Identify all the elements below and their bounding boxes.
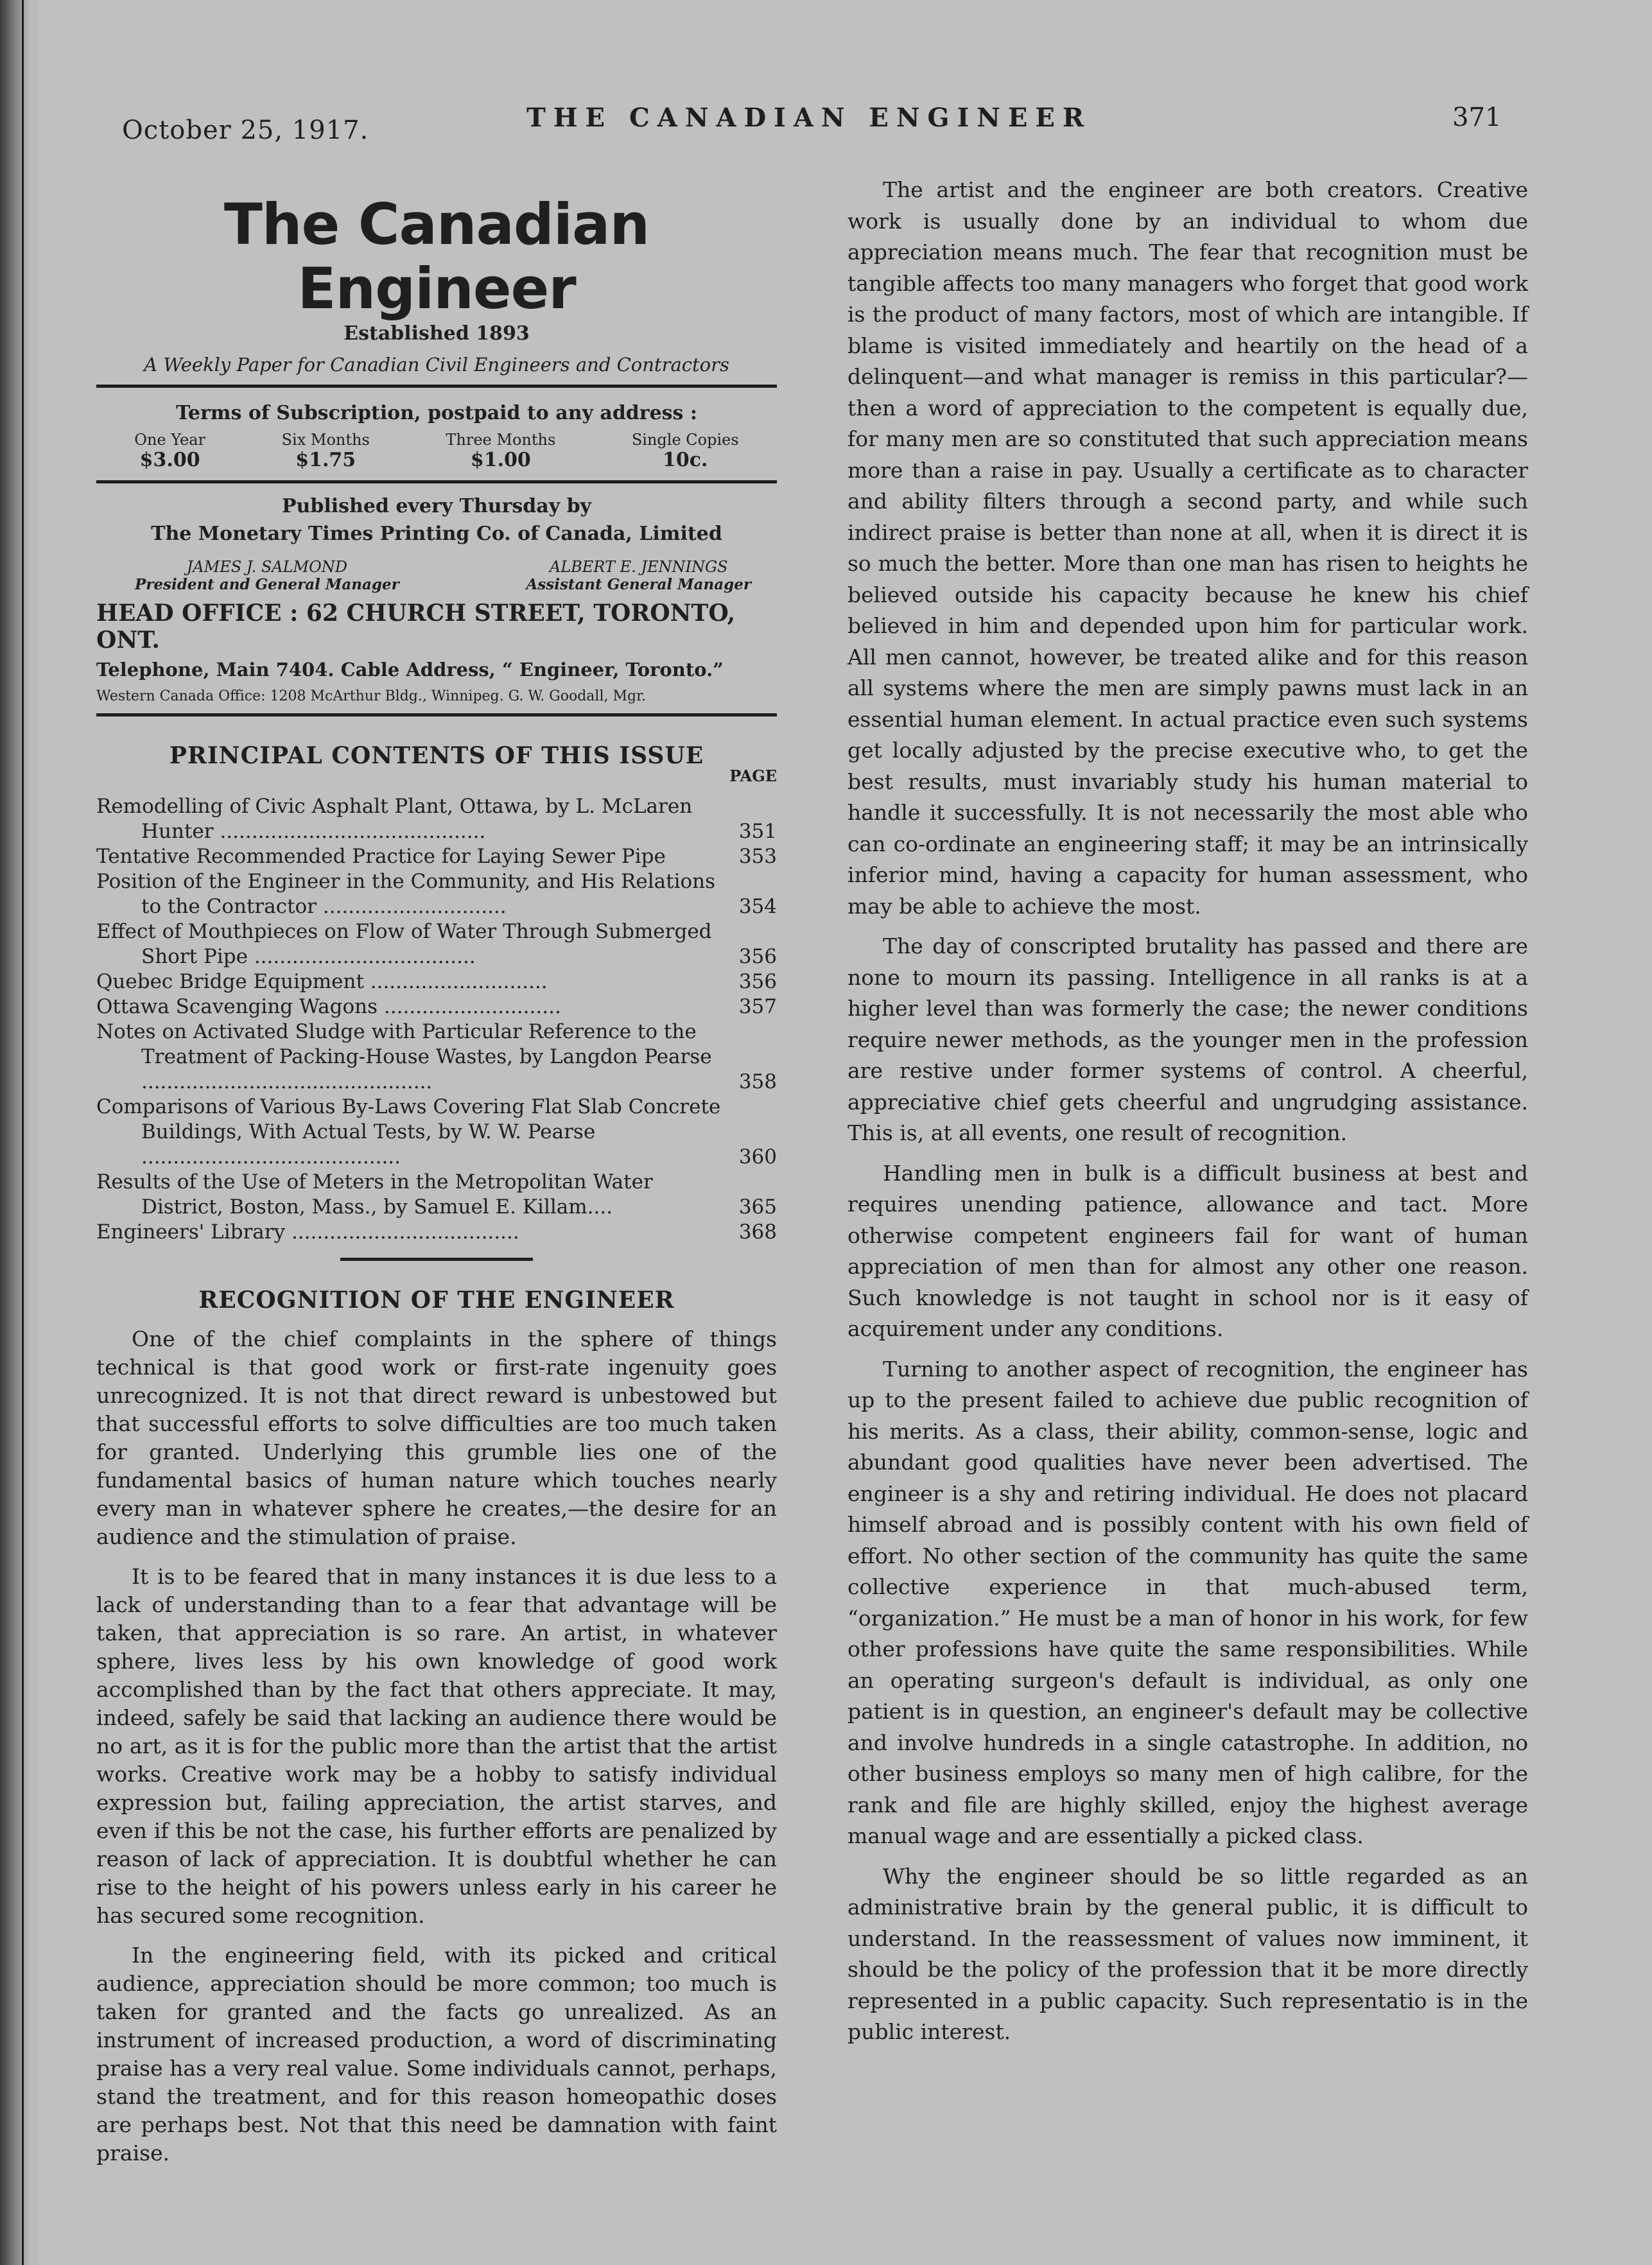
- contents-item-page: 353: [738, 845, 777, 868]
- officer-name: JAMES J. SALMOND: [186, 558, 348, 576]
- contents-item-page: 354: [738, 895, 777, 918]
- subscription-label: Six Months: [281, 431, 370, 449]
- contents-item-title: Quebec Bridge Equipment ............................: [96, 970, 548, 993]
- contents-item-page: 365: [738, 1195, 777, 1219]
- contents-item-page: 358: [738, 1070, 777, 1093]
- contents-item-page: 368: [738, 1220, 777, 1244]
- masthead-rule-middle: [96, 480, 777, 483]
- officer-name: ALBERT E. JENNINGS: [549, 558, 728, 576]
- article-paragraph: One of the chief complaints in the sphere of things technical is that good work or first-rate ingenuity goes unrecognized. It is not that direct reward is unbestowed but that successful efforts to solve difficulties are too much taken for granted. Underlying this grumble lies one of the fundamental basics of human nature which touches nearly every man in whatever sphere he creates,—the desire for an audience and the stimulation of praise.: [96, 1326, 777, 1549]
- established-line: Established 1893: [343, 322, 530, 345]
- contents-item: [96, 1170, 777, 1220]
- contents-item-title: Comparisons of Various By-Laws Covering Flat Slab Concrete Buildings, With Actual Tests, by W. W. Pearse .........................................: [96, 1095, 721, 1168]
- subscription-price: $3.00: [139, 449, 200, 471]
- page-binding-edge: [0, 0, 31, 2265]
- contents-item: [96, 969, 777, 994]
- publication-schedule: Published every Thursday by: [282, 495, 591, 517]
- subscription-rates: [96, 431, 777, 471]
- contents-item: [96, 869, 777, 919]
- article-paragraph: The day of conscripted brutality has passed and there are none to mourn its passing. Intelligence in all ranks is at a higher level than was formerly the case; the newer conditions require newer methods, as the younger men in the profession are restive under former systems of control. A cheerful, appreciative chief gets cheerful and ungrudging assistance. This is, at all events, one result of recognition.: [848, 933, 1528, 1145]
- contents-item-page: 351: [738, 820, 777, 843]
- contents-item: [96, 919, 777, 969]
- right-column: [848, 175, 1528, 2048]
- contents-item-page: 360: [738, 1145, 777, 1168]
- contents-page-label: PAGE: [729, 767, 777, 785]
- officer-title: President and General Manager: [135, 576, 399, 593]
- subscription-heading: Terms of Subscription, postpaid to any address :: [176, 402, 697, 424]
- left-column: [96, 180, 777, 2167]
- contents-item-title: Effect of Mouthpieces on Flow of Water Through Submerged Short Pipe ...................................: [96, 920, 712, 968]
- officer: [526, 558, 751, 593]
- subscription-price: 10c.: [663, 449, 708, 471]
- subscription-label: Single Copies: [631, 431, 739, 449]
- officer-title: Assistant General Manager: [526, 576, 751, 593]
- contents-item-page: 356: [738, 945, 777, 968]
- journal-name: THE CANADIAN ENGINEER: [526, 103, 1092, 133]
- subscription-price: $1.00: [470, 449, 531, 471]
- masthead-title: The Canadian Engineer: [223, 191, 650, 322]
- article-paragraph: Handling men in bulk is a difficult business at best and requires unending patience, allowance and tact. More otherwise competent engineers fail for want of human appreciation of men than for almost any other one reason. Such knowledge is not taught in school nor is it easy of acquirement under any conditions.: [848, 1160, 1528, 1341]
- contents-item-title: Tentative Recommended Practice for Laying Sewer Pipe: [96, 845, 666, 868]
- binding-rule: [22, 0, 24, 2265]
- subscription-rate: [134, 431, 205, 471]
- subscription-rate: [632, 431, 739, 471]
- page-number: 371: [1452, 103, 1502, 132]
- subscription-rate: [446, 431, 555, 471]
- contents-item-page: 357: [738, 995, 777, 1018]
- contents-item: [96, 994, 777, 1020]
- running-head: [0, 96, 1652, 148]
- contents-item-title: Remodelling of Civic Asphalt Plant, Ottawa, by L. McLaren Hunter ..........................................: [96, 795, 693, 843]
- contents-item: [96, 794, 777, 844]
- contents-item: [96, 1220, 777, 1245]
- contents-item-title: Results of the Use of Meters in the Metropolitan Water District, Boston, Mass., by Samuel E. Killam....: [96, 1170, 653, 1219]
- subscription-rate: [282, 431, 370, 471]
- article-paragraph: Why the engineer should be so little regarded as an administrative brain by the general public, it is difficult to understand. In the reassessment of values now imminent, it should be the policy of the profession that it be more directly represented in a public capacity. Such representatio is in the public interest.: [848, 1863, 1528, 2044]
- masthead-rule-top: [96, 385, 777, 388]
- contents-item-title: Ottawa Scavenging Wagons ............................: [96, 995, 561, 1018]
- section-divider: [340, 1258, 533, 1261]
- contents-item: [96, 844, 777, 869]
- contents-heading: PRINCIPAL CONTENTS OF THIS ISSUE: [169, 742, 704, 769]
- contents-list: [96, 794, 777, 1245]
- contents-item-title: Position of the Engineer in the Community, and His Relations to the Contractor .............................: [96, 870, 716, 918]
- officer: [135, 558, 399, 593]
- contents-item: [96, 1095, 777, 1170]
- contents-item-title: Notes on Activated Sludge with Particular Reference to the Treatment of Packing-House Wastes, by Langdon Pearse ..............................................: [96, 1020, 712, 1093]
- subscription-label: Three Months: [446, 431, 556, 449]
- officers: [135, 558, 751, 593]
- telephone-line: Telephone, Main 7404. Cable Address, “ Engineer, Toronto.”: [96, 659, 724, 681]
- publisher-name: The Monetary Times Printing Co. of Canada, Limited: [151, 523, 722, 545]
- article-paragraph: In the engineering field, with its picked and critical audience, appreciation should be more common; too much is taken for granted and the facts go unrealized. As an instrument of increased production, a word of discriminating praise has a very real value. Some individuals cannot, perhaps, stand the treatment, and for this reason homeopathic doses are perhaps best. Not that this need be damnation with faint praise.: [96, 1943, 777, 2165]
- article-paragraph: It is to be feared that in many instances it is due less to a lack of understanding than to a fear that advantage will be taken, that appreciation is so rare. An artist, in whatever sphere, lives less by his own knowledge of good work accomplished than by the fact that others appreciate. It may, indeed, safely be said that lacking an audience there would be no art, as it is for the public more than the artist that the artist works. Creative work may be a hobby to satisfy individual expression but, failing appreciation, the artist starves, and even if this be not the case, his further efforts are penalized by reason of lack of appreciation. It is doubtful whether he can rise to the height of his powers unless early in his career he has secured some recognition.: [96, 1564, 777, 1928]
- issue-date: October 25, 1917.: [122, 116, 369, 145]
- subscription-price: $1.75: [295, 449, 356, 471]
- article-paragraph: The artist and the engineer are both creators. Creative work is usually done by an individual to whom due appreciation means much. The fear that recognition must be tangible affects too many managers who forget that good work is the product of many factors, most of which are intangible. If blame is visited immediately and heartily on the head of a delinquent—and what manager is remiss in this particular?—then a word of appreciation to the competent is equally due, for many men are so constituted that such appreciation means more than a raise in pay. Usually a certificate as to character and ability filters through a second party, and while such indirect praise is better than none at all, when it is direct it is so much the better. More than one man has risen to heights he believed outside his capacity because he knew his chief believed in him and depended upon him for particular work. All men cannot, however, be treated alike and for this reason all systems where the men are simply pawns must lack in an essential human element. In actual practice even such systems get locally adjusted by the precise executive who, to get the best results, must invariably study his human material to handle it successfully. It is not necessarily the most able who can co-ordinate an engineering staff; it may be an intrinsically inferior mind, having a capacity for human assessment, who may be able to achieve the most.: [848, 177, 1528, 919]
- contents-item-page: 356: [738, 970, 777, 993]
- subscription-label: One Year: [134, 431, 206, 449]
- head-office-address: HEAD OFFICE : 62 CHURCH STREET, TORONTO, ONT.: [96, 600, 736, 654]
- masthead-rule-bottom: [96, 713, 777, 716]
- contents-item: [96, 1020, 777, 1095]
- tagline: A Weekly Paper for Canadian Civil Engineers and Contractors: [144, 354, 729, 376]
- article-heading: RECOGNITION OF THE ENGINEER: [198, 1287, 675, 1314]
- contents-item-title: Engineers' Library ....................................: [96, 1220, 519, 1244]
- western-office-line: Western Canada Office: 1208 McArthur Bldg., Winnipeg. G. W. Goodall, Mgr.: [96, 688, 647, 704]
- article-paragraph: Turning to another aspect of recognition, the engineer has up to the present failed to achieve due public recognition of his merits. As a class, their ability, common-sense, logic and abundant good qualities have never been advertised. The engineer is a shy and retiring individual. He does not placard himself abroad and is possibly content with his own field of effort. No other section of the community has quite the same collective experience in that much-abused term, “organization.” He must be a man of honor in his work, for few other professions have quite the same responsibilities. While an operating surgeon's default is individual, as only one patient is in question, an engineer's default may be collective and involve hundreds in a single catastrophe. In addition, no other business employs so many men of high calibre, for the rank and file are highly skilled, enjoy the highest average manual wage and are essentially a picked class.: [848, 1356, 1528, 1848]
